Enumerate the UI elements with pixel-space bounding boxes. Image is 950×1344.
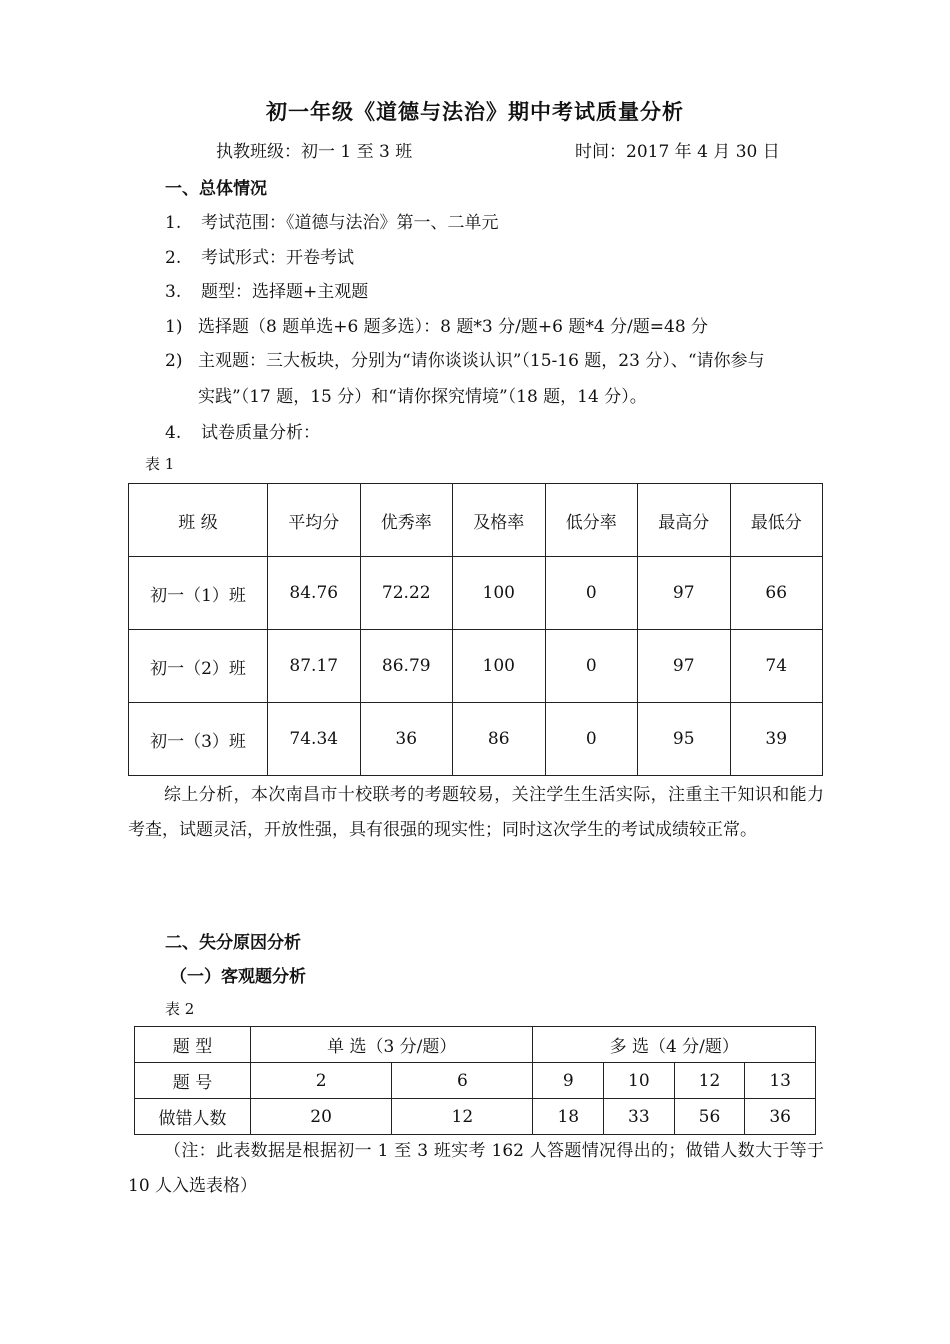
sub-item-number: 2): [165, 351, 183, 371]
table-cell: 36: [360, 703, 453, 776]
table-cell: 13: [745, 1063, 816, 1099]
header-cell: 最低分: [730, 484, 823, 557]
list-item: [165, 208, 499, 233]
type-label-cell: 题 型: [135, 1027, 251, 1063]
item-number: 1.: [165, 213, 182, 233]
table-cell: 0: [545, 703, 638, 776]
table-cell: 18: [533, 1099, 604, 1135]
item-text: 考试范围：《道德与法治》第一、二单元: [201, 213, 499, 233]
list-item: [165, 243, 354, 268]
table-cell: 66: [730, 557, 823, 630]
item-number: 4.: [165, 423, 182, 443]
table2-caption: 表 2: [165, 1000, 195, 1018]
header-cell: 及格率: [453, 484, 546, 557]
class-info: 执教班级：初一 1 至 3 班: [216, 142, 413, 162]
table-cell: 87.17: [268, 630, 361, 703]
wrong-answer-table: [134, 1026, 816, 1135]
page-title: 初一年级《道德与法治》期中考试质量分析: [266, 99, 684, 124]
table-cell: 100: [453, 557, 546, 630]
multi-choice-cell: 多 选（4 分/题）: [533, 1027, 816, 1063]
sub-item-text: 选择题（8 题单选+6 题多选）：8 题*3 分/题+6 题*4 分/题=48 分: [198, 317, 709, 337]
table-row: [135, 1027, 816, 1063]
item-text: 题型：选择题+主观题: [201, 282, 369, 302]
table1-caption: 表 1: [145, 455, 175, 473]
table-cell: 10: [604, 1063, 675, 1099]
sub-item-number: 1): [165, 317, 183, 337]
table-cell: 9: [533, 1063, 604, 1099]
table-cell: 2: [251, 1063, 392, 1099]
list-item: [165, 277, 368, 302]
table-cell: 97: [638, 557, 731, 630]
item-text: 试卷质量分析：: [201, 423, 320, 443]
item-text: 考试形式：开卷考试: [201, 248, 354, 268]
header-cell: 班 级: [129, 484, 268, 557]
table-cell: 20: [251, 1099, 392, 1135]
table-cell: 33: [604, 1099, 675, 1135]
table-cell: 86: [453, 703, 546, 776]
wrong-label-cell: 做错人数: [135, 1099, 251, 1135]
table-cell: 100: [453, 630, 546, 703]
table-cell: 12: [392, 1099, 533, 1135]
sub-list-item: [165, 346, 765, 371]
table-cell: 初一（3）班: [129, 703, 268, 776]
header-cell: 优秀率: [360, 484, 453, 557]
table-cell: 初一（2）班: [129, 630, 268, 703]
header-cell: 低分率: [545, 484, 638, 557]
section2-heading: 二、失分原因分析: [165, 933, 301, 953]
table-cell: 86.79: [360, 630, 453, 703]
table-row: [129, 703, 823, 776]
table-row: [129, 557, 823, 630]
table-cell: 0: [545, 630, 638, 703]
table-cell: 74.34: [268, 703, 361, 776]
header-cell: 最高分: [638, 484, 731, 557]
table-cell: 95: [638, 703, 731, 776]
header-cell: 平均分: [268, 484, 361, 557]
table-cell: 36: [745, 1099, 816, 1135]
table-header-row: [129, 484, 823, 557]
table-cell: 74: [730, 630, 823, 703]
summary-paragraph: 综上分析，本次南昌市十校联考的考题较易，关注学生生活实际，注重主干知识和能力考查，试题灵活，开放性强，具有很强的现实性；同时这次学生的考试成绩较正常。: [128, 785, 824, 840]
list-item: [165, 418, 320, 443]
table-row: [135, 1099, 816, 1135]
date-info: 时间：2017 年 4 月 30 日: [575, 142, 780, 162]
table-cell: 6: [392, 1063, 533, 1099]
item-number: 2.: [165, 248, 182, 268]
section1-heading: 一、总体情况: [165, 179, 267, 199]
item-number: 3.: [165, 282, 182, 302]
table-cell: 初一（1）班: [129, 557, 268, 630]
num-label-cell: 题 号: [135, 1063, 251, 1099]
sub-item-continuation: 实践”（17 题，15 分）和“请你探究情境”（18 题，14 分）。: [198, 387, 647, 407]
class-score-table: [128, 483, 823, 776]
table-cell: 39: [730, 703, 823, 776]
table-cell: 84.76: [268, 557, 361, 630]
table-cell: 56: [674, 1099, 745, 1135]
sub-item-text: 主观题：三大板块，分别为“请你谈谈认识”（15-16 题，23 分）、“请你参与: [198, 351, 765, 371]
table-row: [135, 1063, 816, 1099]
table-note: （注：此表数据是根据初一 1 至 3 班实考 162 人答题情况得出的；做错人数大于等于 10 人入选表格）: [128, 1141, 824, 1196]
table-cell: 72.22: [360, 557, 453, 630]
single-choice-cell: 单 选（3 分/题）: [251, 1027, 533, 1063]
table-cell: 0: [545, 557, 638, 630]
sub-list-item: [165, 312, 708, 337]
table-row: [129, 630, 823, 703]
table-cell: 97: [638, 630, 731, 703]
table-cell: 12: [674, 1063, 745, 1099]
section2-subheading: （一）客观题分析: [170, 967, 306, 987]
